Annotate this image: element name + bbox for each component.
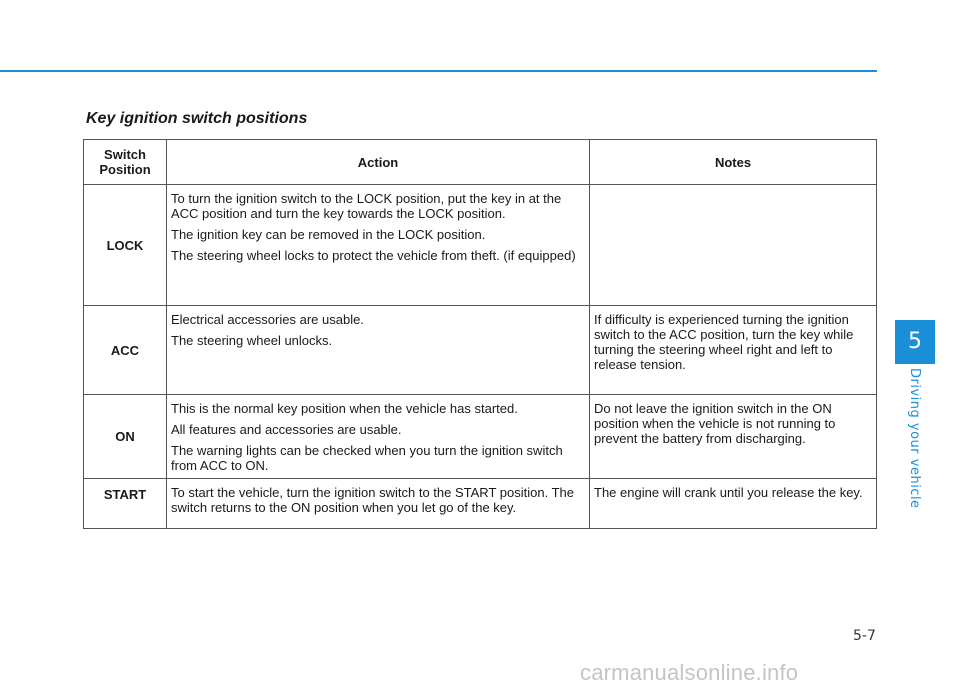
page-number: 5-7: [853, 628, 876, 644]
action-cell: [167, 185, 590, 306]
table-row: [84, 306, 877, 395]
chapter-number-tab: 5: [895, 320, 935, 364]
action-text: The steering wheel unlocks.: [171, 333, 333, 348]
chapter-label: Driving your vehicle: [907, 368, 922, 509]
position-cell: ON: [84, 395, 167, 479]
header-notes: Notes: [590, 140, 877, 185]
section-title: Key ignition switch positions: [86, 110, 308, 127]
ignition-positions-table: [83, 139, 877, 529]
action-text: Electrical accessories are usable.: [171, 312, 364, 327]
table-row: [84, 395, 877, 479]
action-text: All features and accessories are usable.: [171, 422, 402, 437]
notes-cell: If difficulty is experienced turning the ignition switch to the ACC position, turn the key while turning the steering wheel right and left to release tension.: [590, 306, 877, 395]
table-row: [84, 479, 877, 529]
header-position-line2: Position: [99, 162, 151, 177]
action-cell: [167, 306, 590, 395]
notes-cell: The engine will crank until you release the key.: [590, 479, 877, 529]
header-rule: [0, 70, 877, 72]
action-text: The steering wheel locks to protect the vehicle from theft. (if equipped): [171, 248, 576, 263]
action-cell: [167, 395, 590, 479]
position-cell: START: [84, 479, 167, 529]
header-action: Action: [167, 140, 590, 185]
action-text: To start the vehicle, turn the ignition switch to the START position. The switch returns to the ON position when you let go of the key.: [171, 485, 574, 515]
action-cell: [167, 479, 590, 529]
action-text: This is the normal key position when the vehicle has started.: [171, 401, 518, 416]
notes-cell: Do not leave the ignition switch in the ON position when the vehicle is not running to prevent the battery from discharging.: [590, 395, 877, 479]
position-cell: LOCK: [84, 185, 167, 306]
header-switch-position: [84, 140, 167, 185]
footer-watermark: carmanualsonline.info: [580, 660, 799, 685]
table-row: [84, 185, 877, 306]
position-cell: ACC: [84, 306, 167, 395]
notes-cell: [590, 185, 877, 306]
table-header-row: [84, 140, 877, 185]
action-text: The ignition key can be removed in the LOCK position.: [171, 227, 486, 242]
header-position-line1: Switch: [104, 147, 146, 162]
action-text: The warning lights can be checked when you turn the ignition switch from ACC to ON.: [171, 443, 563, 473]
action-text: To turn the ignition switch to the LOCK position, put the key in at the ACC position and turn the key towards the LOCK position.: [171, 191, 562, 221]
